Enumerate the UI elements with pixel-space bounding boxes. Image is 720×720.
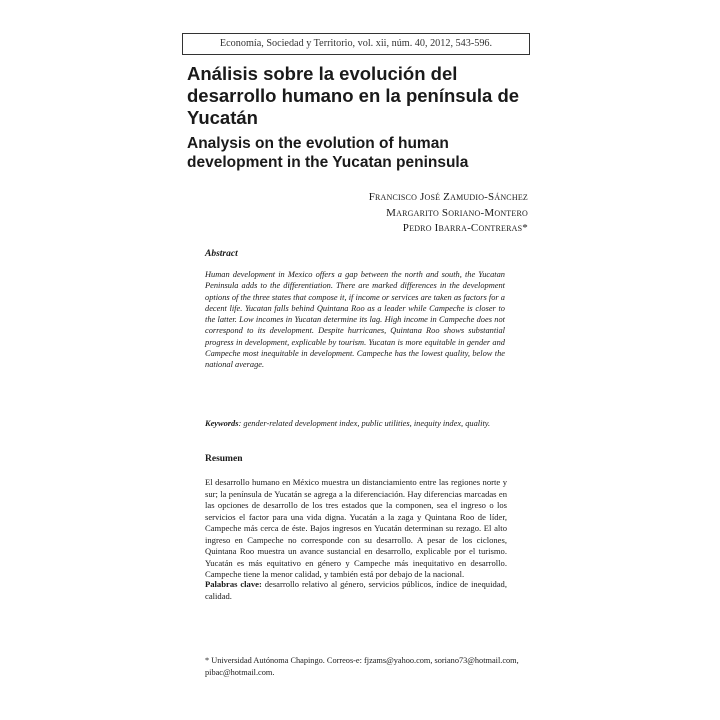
journal-citation-header: Economía, Sociedad y Territorio, vol. xii, núm. 40, 2012, 543-596. [182, 33, 530, 55]
abstract-text: Human development in Mexico offers a gap between the north and south, the Yucatan Peninsula adds to the differentiation. There are marked differences in the development options of the three states that compose it, if income or services are taken as factors for a decent life. Yucatan falls behind Quintana Roo as a leader while Campeche is closer to the latter. Low incomes in Yucatan determine its lag. High income in Campeche does not correspond to its development. Despite hurricanes, Quintana Roo shows substantial progress in development, explicable by tourism. Yucatan is more equitable in gender and Campeche most inequitable in development. Campeche has the lowest quality, below the national average. [205, 270, 505, 370]
keywords-list: : gender-related development index, public utilities, inequity index, quality. [238, 419, 491, 428]
palabras-clave-list: desarrollo relativo al género, servicios públicos, índice de inequidad, calidad. [205, 579, 508, 601]
keywords-label: Keywords [205, 419, 239, 428]
palabras-clave-label: Palabras clave: [205, 579, 262, 589]
author-name: Margarito Soriano-Montero [386, 206, 528, 219]
author-list [250, 190, 528, 237]
palabras-clave [205, 579, 507, 602]
resumen-text: El desarrollo humano en México muestra un distanciamiento entre las regiones norte y sur; la península de Yucatán se agrega a la diferenciación. Hay diferencias marcadas en las opciones de desarrollo de los tres estados que la componen, sea el ingreso o los servicios el factor para una vida digna. Yucatán a la zaga y Quintana Roo de líder, Campeche más cerca de éste. Bajos ingresos en Yucatán determinan su rezago. El alto ingreso en Campeche no corresponde con su desarrollo. A pesar de los ciclones, Quintana Roo muestra un avance sustancial en desarrollo, explicable por el turismo. Yucatán es más equitativo en género y Campeche más inequitativo en desarrollo. Campeche tiene la menor calidad, y también está por debajo de la nacional. [205, 477, 507, 579]
author-name: Pedro Ibarra-Contreras* [402, 222, 528, 234]
resumen-heading: Resumen [205, 454, 243, 464]
author-name: Francisco José Zamudio-Sánchez [368, 191, 528, 203]
affiliation-footnote: * Universidad Autónoma Chapingo. Correos-e: fjzams@yahoo.com, soriano73@hotmail.com, pibac@hotmail.com. [205, 656, 519, 677]
title-english: Analysis on the evolution of human development in the Yucatan peninsula [187, 135, 469, 171]
title-spanish: Análisis sobre la evolución del desarrollo humano en la península de Yucatán [187, 63, 520, 128]
keywords [205, 418, 505, 429]
abstract-heading: Abstract [205, 249, 238, 259]
